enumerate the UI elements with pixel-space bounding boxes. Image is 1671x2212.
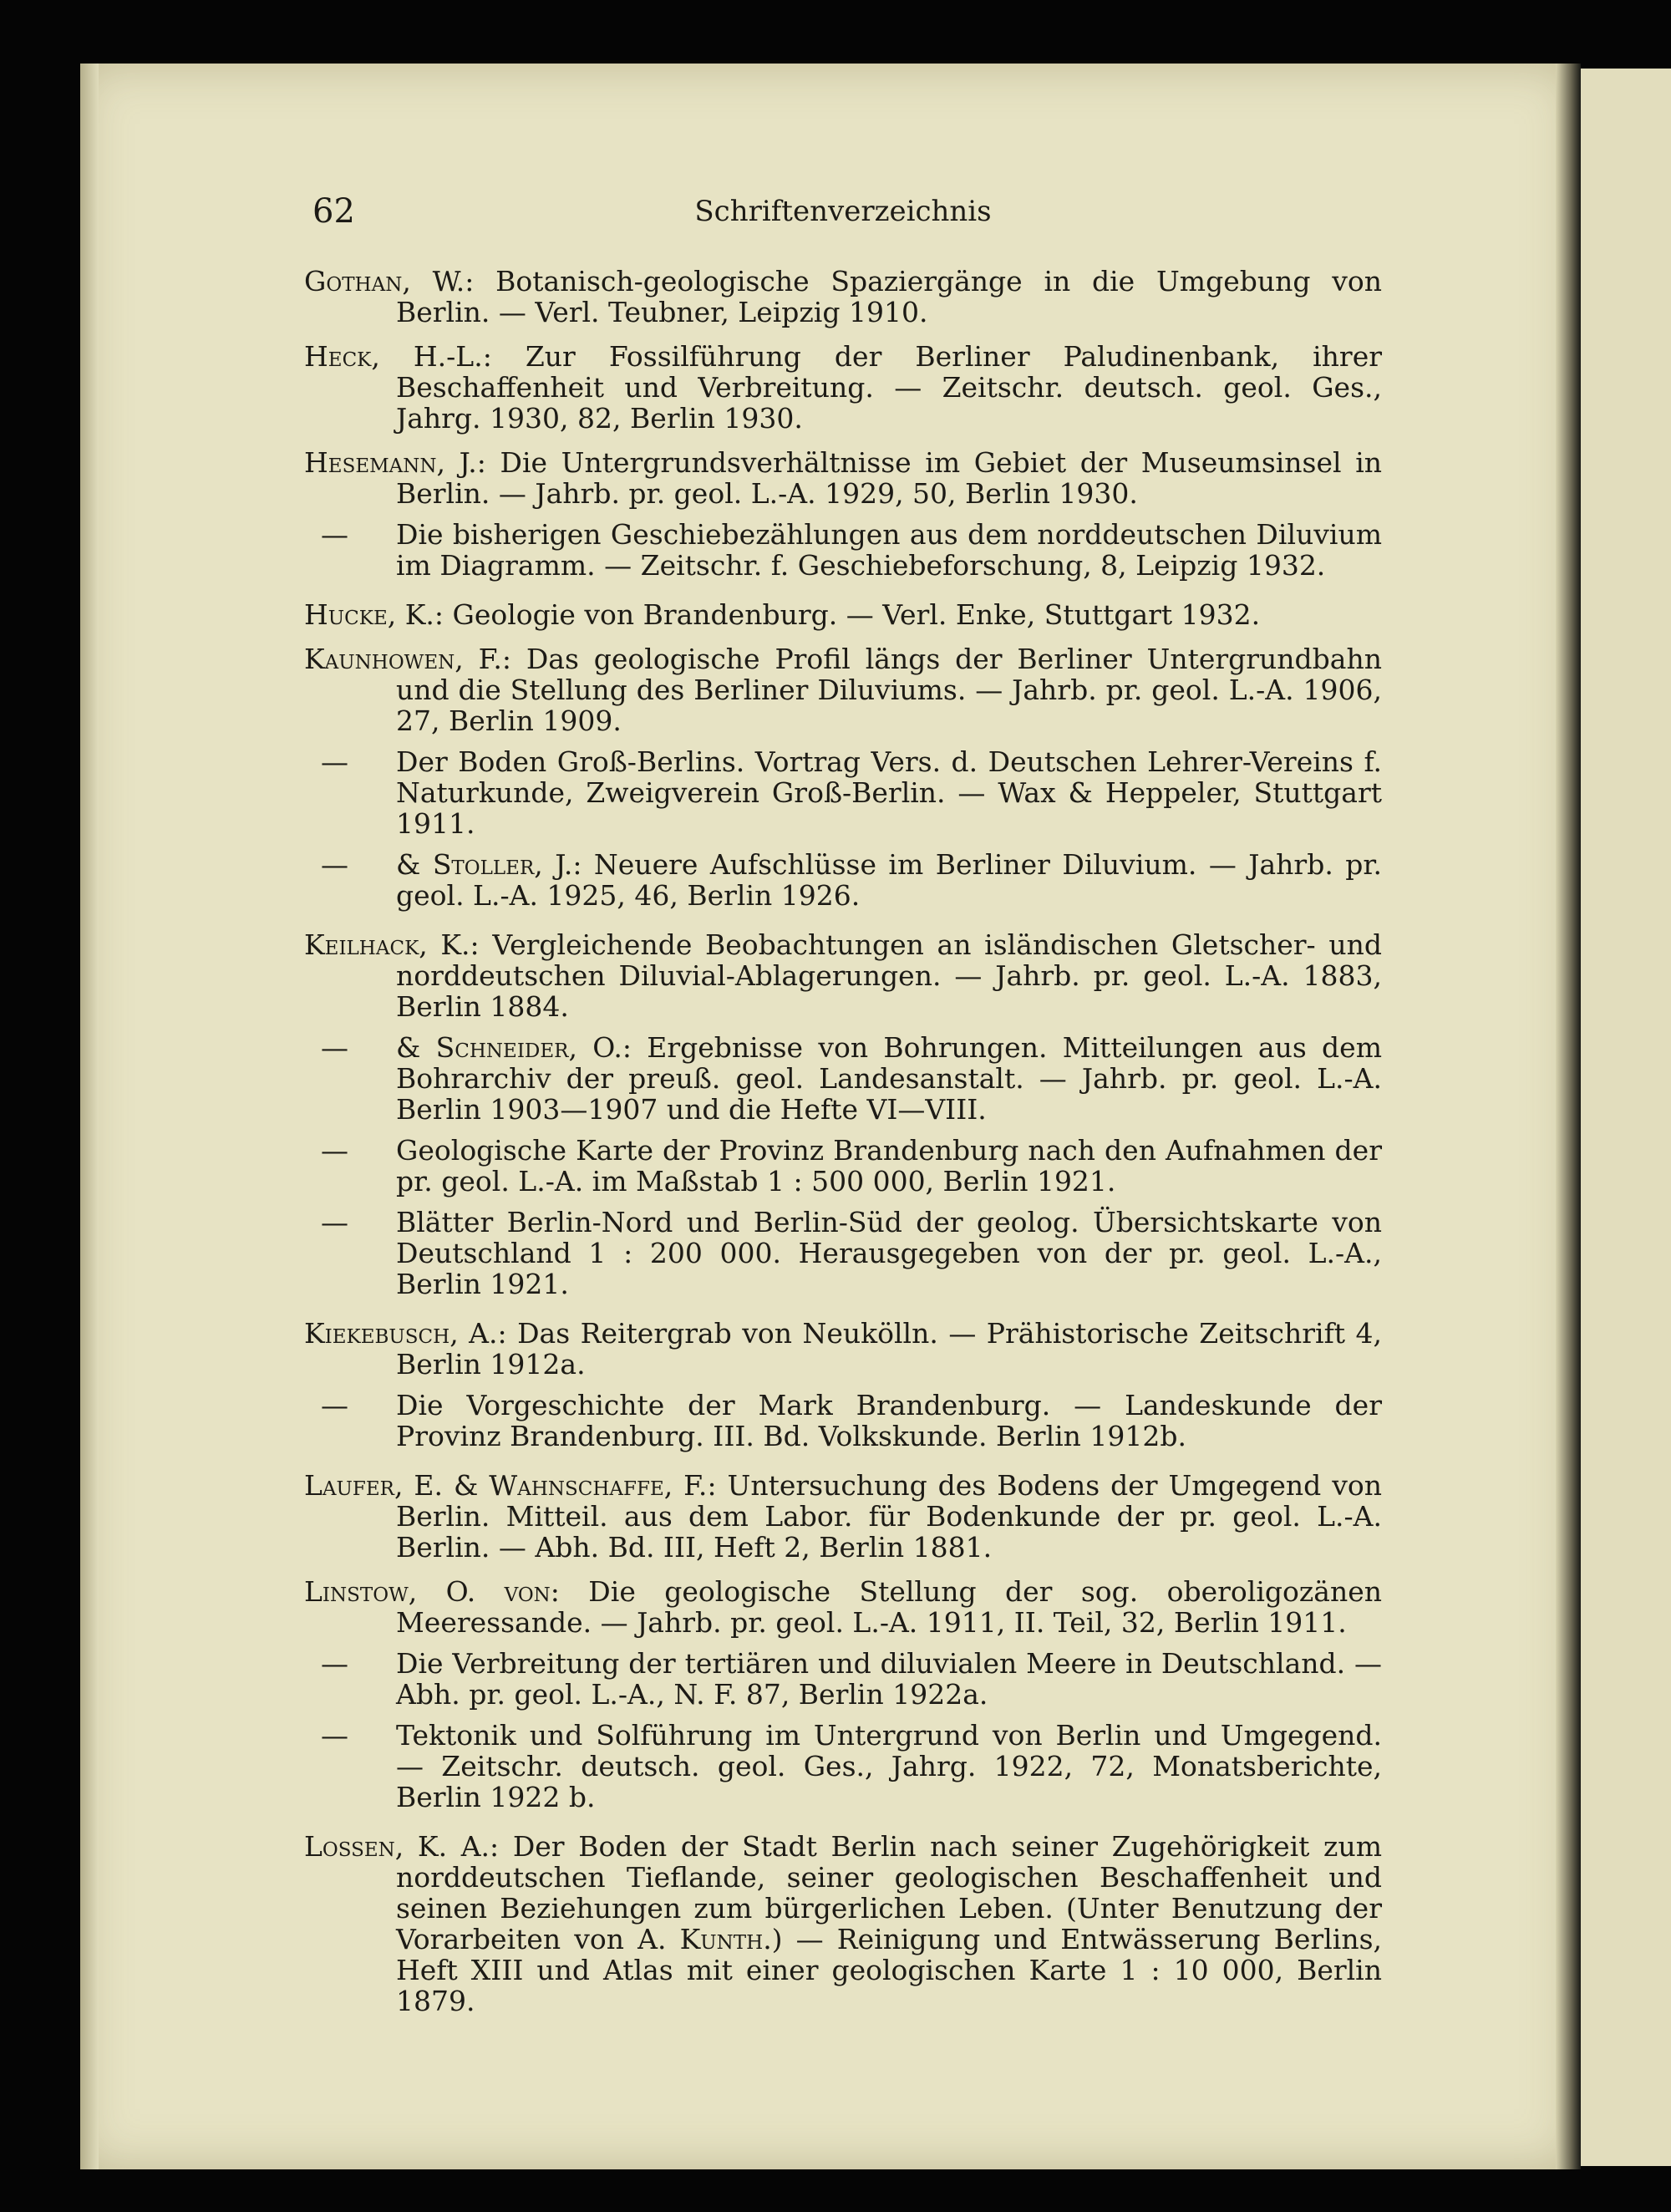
bibliography-subentry bbox=[304, 519, 1382, 581]
entry-coauthor: Stoller, J. bbox=[432, 848, 573, 881]
entry-text: Geologische Karte der Provinz Brandenburg nach den Aufnahmen der pr. geol. L.-A. im Maßstab 1 : 500 000, Berlin 1921. bbox=[396, 1134, 1382, 1198]
entry-author: Heck, H.-L. bbox=[304, 340, 483, 373]
book-gutter bbox=[1556, 64, 1581, 2169]
entry-text: : Vergleichende Beobachtungen an isländischen Gletscher- und norddeutschen Diluvial-Ablagerungen. — Jahrb. pr. geol. L.-A. 1883, Berlin 1884. bbox=[396, 928, 1382, 1023]
bibliography-entry bbox=[304, 1831, 1382, 2016]
page-edge bbox=[80, 64, 99, 2169]
bibliography-entry bbox=[304, 1470, 1382, 1563]
coauthor-prefix: & bbox=[443, 1469, 490, 1502]
ditto-dash: — bbox=[321, 1031, 348, 1064]
entry-text: Die Verbreitung der tertiären und diluvialen Meere in Deutschland. — Abh. pr. geol. L.-A., N. F. 87, Berlin 1922a. bbox=[396, 1647, 1382, 1711]
entry-text: : Zur Fossilführung der Berliner Paludinenbank, ihrer Beschaffenheit und Verbreitung. — Zeitschr. deutsch. geol. Ges., Jahrg. 1930, 82, Berlin 1930. bbox=[396, 340, 1383, 435]
bibliography-subentry bbox=[304, 1207, 1382, 1299]
entry-author: Hucke, K. bbox=[304, 598, 434, 631]
entry-text: Der Boden Groß-Berlins. Vortrag Vers. d. Deutschen Lehrer-Vereins f. Naturkunde, Zweigverein Groß-Berlin. — Wax & Heppeler, Stuttgart 1911. bbox=[396, 745, 1382, 840]
ditto-dash: — bbox=[321, 1719, 348, 1752]
bibliography-entry bbox=[304, 1576, 1382, 1638]
ditto-dash: — bbox=[321, 1206, 348, 1238]
running-head bbox=[304, 191, 1382, 232]
entry-author: Kaunhowen, F. bbox=[304, 643, 502, 675]
ditto-dash: — bbox=[321, 1647, 348, 1680]
entry-text: : Der Boden der Stadt Berlin nach seiner Zugehörigkeit zum norddeutschen Tieflande, seiner geologischen Beschaffenheit und seinen Beziehungen zum bürgerlichen Leben. (Unter Benutzung der Vorarbeiten von A. bbox=[396, 1830, 1382, 1955]
bibliography-subentry bbox=[304, 746, 1382, 839]
entry-text: : Untersuchung des Bodens der Umgegend von Berlin. Mitteil. aus dem Labor. für Bodenkunde der pr. geol. L.-A. Berlin. — Abh. Bd. III, Heft 2, Berlin 1881. bbox=[396, 1469, 1382, 1564]
bibliography-subentry bbox=[304, 1390, 1382, 1452]
ditto-dash: — bbox=[321, 745, 348, 778]
entry-text: Die Vorgeschichte der Mark Brandenburg. — Landeskunde der Provinz Brandenburg. III. Bd. Volkskunde. Berlin 1912b. bbox=[396, 1389, 1382, 1452]
entry-text: Blätter Berlin-Nord und Berlin-Süd der geolog. Übersichtskarte von Deutschland 1 : 200 000. Herausgegeben von der pr. geol. L.-A., Berlin 1921. bbox=[396, 1206, 1382, 1300]
inline-author: Kunth bbox=[679, 1923, 764, 1955]
entry-coauthor: Schneider, O. bbox=[435, 1031, 622, 1064]
page-number: 62 bbox=[312, 192, 355, 231]
ditto-dash: — bbox=[321, 1134, 348, 1167]
bibliography-subentry bbox=[304, 1720, 1382, 1813]
ditto-dash: — bbox=[321, 848, 348, 881]
entry-author: Kiekebusch, A. bbox=[304, 1317, 498, 1350]
entry-author: Keilhack, K. bbox=[304, 928, 470, 961]
bibliography-entry bbox=[304, 929, 1382, 1022]
page-content bbox=[304, 191, 1382, 2030]
bibliography-entry bbox=[304, 643, 1382, 736]
running-title: Schriftenverzeichnis bbox=[694, 195, 992, 228]
entry-coauthor: Wahnschaffe, F. bbox=[489, 1469, 708, 1502]
entry-text: : Das Reitergrab von Neukölln. — Prähistorische Zeitschrift 4, Berlin 1912a. bbox=[396, 1317, 1382, 1381]
ditto-dash: — bbox=[321, 518, 348, 551]
entry-text: Tektonik und Solführung im Untergrund von Berlin und Umgegend. — Zeitschr. deutsch. geol. Ges., Jahrg. 1922, 72, Monatsberichte, Berlin 1922 b. bbox=[396, 1719, 1382, 1813]
entry-text: Die bisherigen Geschiebezählungen aus dem norddeutschen Diluvium im Diagramm. — Zeitschr. f. Geschiebeforschung, 8, Leipzig 1932. bbox=[396, 518, 1382, 582]
entry-text: : Neuere Aufschlüsse im Berliner Diluvium. — Jahrb. pr. geol. L.-A. 1925, 46, Berlin 1926. bbox=[396, 848, 1383, 912]
entry-author: Gothan, W. bbox=[304, 265, 465, 297]
entry-text: : Ergebnisse von Bohrungen. Mitteilungen aus dem Bohrarchiv der preuß. geol. Landesanstalt. — Jahrb. pr. geol. L.-A. Berlin 1903—1907 und die Hefte VI—VIII. bbox=[396, 1031, 1382, 1126]
entry-author: Laufer, E. bbox=[304, 1469, 443, 1502]
bibliography-entry bbox=[304, 447, 1382, 509]
entry-text: : Die geologische Stellung der sog. oberoligozänen Meeressande. — Jahrb. pr. geol. L.-A. 1911, II. Teil, 32, Berlin 1911. bbox=[396, 1575, 1382, 1639]
facing-page-edge bbox=[1581, 69, 1671, 2166]
coauthor-prefix: & bbox=[396, 1031, 436, 1064]
entry-author: Hesemann, J. bbox=[304, 446, 477, 479]
bibliography-subentry bbox=[304, 1032, 1382, 1125]
bibliography-entry bbox=[304, 1318, 1382, 1380]
entry-text: : Die Untergrundsverhältnisse im Gebiet der Museumsinsel in Berlin. — Jahrb. pr. geol. L.-A. 1929, 50, Berlin 1930. bbox=[396, 446, 1382, 510]
coauthor-prefix: & bbox=[396, 848, 433, 881]
entry-text: : Das geologische Profil längs der Berliner Untergrundbahn und die Stellung des Berliner Diluviums. — Jahrb. pr. geol. L.-A. 1906, 27, Berlin 1909. bbox=[396, 643, 1382, 737]
entry-author: Linstow, O. von bbox=[304, 1575, 551, 1608]
entry-author: Lossen, K. A. bbox=[304, 1830, 490, 1863]
bibliography-entry bbox=[304, 599, 1382, 630]
entry-text-continued: .) — Reinigung und Entwässerung Berlins, Heft XIII und Atlas mit einer geologischen Karte 1 : 10 000, Berlin 1879. bbox=[396, 1923, 1382, 2017]
bibliography-subentry bbox=[304, 1648, 1382, 1710]
bibliography-subentry bbox=[304, 849, 1382, 911]
bibliography-entry bbox=[304, 266, 1382, 328]
entry-text: : Botanisch-geologische Spaziergänge in die Umgebung von Berlin. — Verl. Teubner, Leipzig 1910. bbox=[396, 265, 1382, 328]
bibliography-subentry bbox=[304, 1135, 1382, 1197]
bibliography-entry bbox=[304, 341, 1382, 434]
ditto-dash: — bbox=[321, 1389, 348, 1421]
entry-text: : Geologie von Brandenburg. — Verl. Enke, Stuttgart 1932. bbox=[434, 598, 1261, 631]
